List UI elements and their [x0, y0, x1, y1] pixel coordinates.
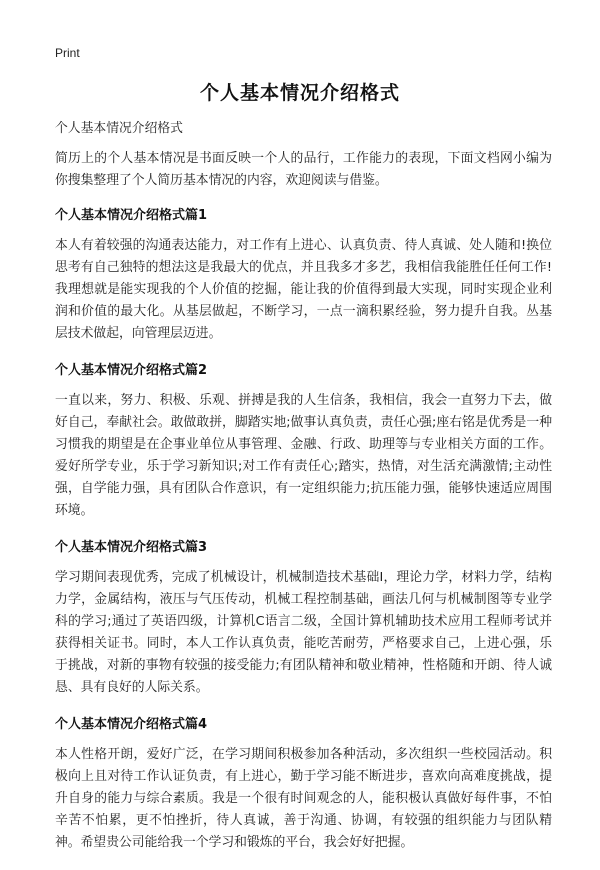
- document-content: [55, 118, 552, 870]
- section-body: 一直以来，努力、积极、乐观、拼搏是我的人生信条，我相信，我会一直努力下去，做好自己，奉献社会。敢做敢拼，脚踏实地;做事认真负责，责任心强;座右铭是优秀是一种习惯我的期望是在企事业单位从事管理、金融、行政、助理等与专业相关方面的工作。爱好所学专业，乐于学习新知识;对工作有责任心;踏实，热情，对生活充满激情;主动性强，自学能力强，具有团队合作意识，有一定组织能力;抗压能力强，能够快速适应周围环境。: [55, 393, 552, 518]
- section-1: [55, 206, 552, 345]
- intro-paragraph: 简历上的个人基本情况是书面反映一个人的品行，工作能力的表现，下面文档网小编为你搜集整理了个人简历基本情况的内容，欢迎阅读与借鉴。: [55, 151, 552, 188]
- section-heading: 个人基本情况介绍格式篇2: [55, 363, 208, 378]
- section-heading: 个人基本情况介绍格式篇4: [55, 717, 208, 732]
- subtitle: 个人基本情况介绍格式: [55, 121, 183, 136]
- section-body: 学习期间表现优秀，完成了机械设计，机械制造技术基础I，理论力学，材料力学，结构力学，金属结构，液压与气压传动，机械工程控制基础，画法几何与机械制图等专业学科的学习;通过了英语四级，计算机C语言二级，全国计算机辅助技术应用工程师考试并获得相关证书。同时，本人工作认真负责，能吃苦耐劳，严格要求自己，上进心强，乐于挑战，对新的事物有较强的接受能力;有团队精神和敬业精神，性格随和开朗、待人诚恳、具有良好的人际关系。: [55, 570, 552, 695]
- section-3: [55, 538, 552, 699]
- page-title: 个人基本情况介绍格式: [199, 82, 400, 104]
- section-4: [55, 715, 552, 854]
- section-2: [55, 361, 552, 522]
- print-label[interactable]: Print: [55, 46, 80, 60]
- section-body: 本人有着较强的沟通表达能力，对工作有上进心、认真负责、待人真诚、处人随和!换位思考有自己独特的想法这是我最大的优点，并且我多才多艺，我相信我能胜任任何工作!我理想就是能实现我的个人价值的挖掘，能让我的价值得到最大实现，同时实现企业利润和价值的最大化。从基层做起，不断学习，一点一滴积累经验，努力提升自我。丛基层技术做起，向管理层迈进。: [55, 238, 552, 341]
- section-heading: 个人基本情况介绍格式篇3: [55, 540, 208, 555]
- section-body: 本人性格开朗，爱好广泛，在学习期间积极参加各种活动，多次组织一些校园活动。积极向上且对待工作认证负责，有上进心，勤于学习能不断进步，喜欢向高难度挑战，提升自身的能力与综合素质。我是一个很有时间观念的人，能积极认真做好每件事，不怕辛苦不怕累，更不怕挫折，待人真诚，善于沟通、协调，有较强的组织能力与团队精神。希望贵公司能给我一个学习和锻炼的平台，我会好好把握。: [55, 747, 552, 850]
- section-heading: 个人基本情况介绍格式篇1: [55, 208, 208, 223]
